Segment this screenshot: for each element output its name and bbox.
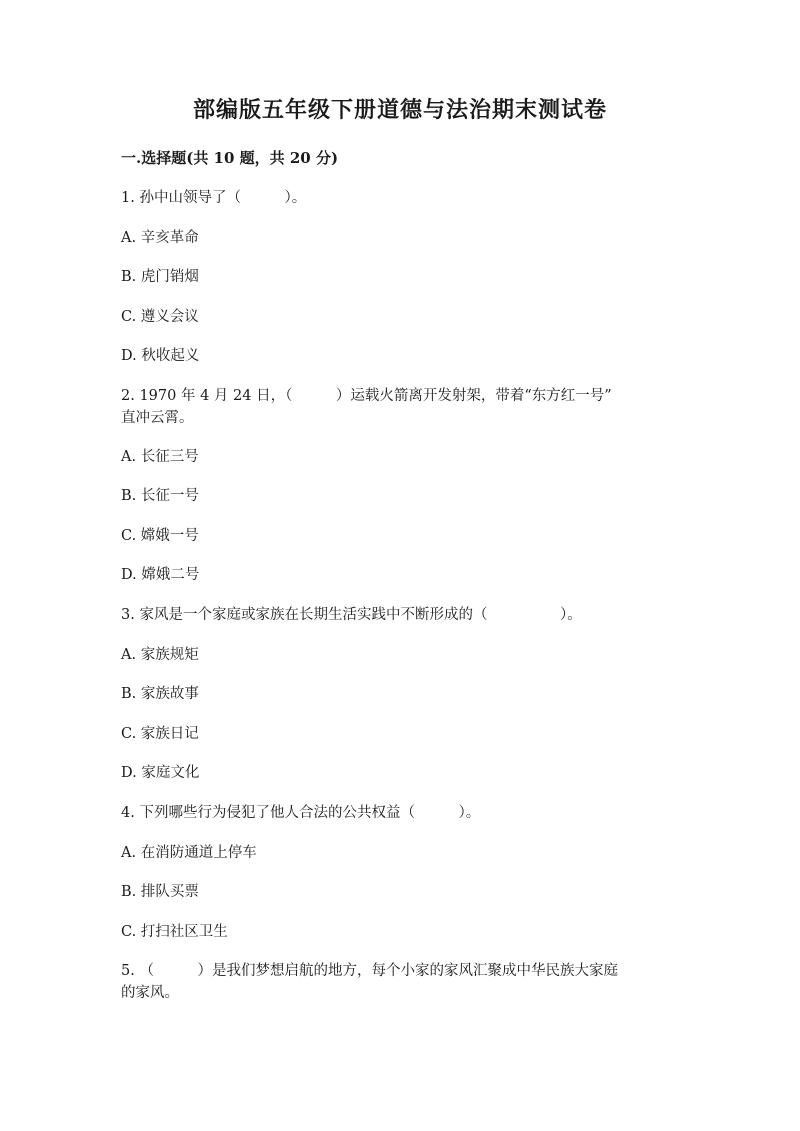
- question-1-stem: 1. 孙中山领导了（ ）。: [121, 190, 307, 206]
- question-5-stem-line-2: 的家风。: [121, 985, 179, 1001]
- question-4-option-c: C. 打扫社区卫生: [121, 924, 228, 940]
- question-4-stem: 4. 下列哪些行为侵犯了他人合法的公共权益（ ）。: [121, 805, 481, 821]
- question-3-option-d: D. 家庭文化: [121, 765, 200, 781]
- question-3-option-c: C. 家族日记: [121, 726, 199, 742]
- question-1-option-b: B. 虎门销烟: [121, 269, 199, 285]
- question-3-option-b: B. 家族故事: [121, 686, 199, 702]
- question-2-option-a: A. 长征三号: [121, 449, 199, 465]
- page-title: 部编版五年级下册道德与法治期末测试卷: [192, 97, 607, 123]
- question-2-stem-line-1: 2. 1970 年 4 月 24 日，（ ）运载火箭离开发射架，带着“东方红一号”: [121, 388, 612, 404]
- question-3-option-a: A. 家族规矩: [121, 647, 199, 663]
- question-3-stem: 3. 家风是一个家庭或家族在长期生活实践中不断形成的（ ）。: [121, 607, 582, 623]
- question-2-stem-line-2: 直冲云霄。: [121, 410, 194, 426]
- section-heading: 一.选择题(共 10 题，共 20 分): [121, 149, 339, 167]
- question-2-option-b: B. 长征一号: [121, 488, 199, 504]
- question-4-option-a: A. 在消防通道上停车: [121, 845, 257, 861]
- question-2-option-c: C. 嫦娥一号: [121, 528, 199, 544]
- question-1-option-d: D. 秋收起义: [121, 348, 200, 364]
- question-4-option-b: B. 排队买票: [121, 884, 199, 900]
- question-2-option-d: D. 嫦娥二号: [121, 567, 200, 583]
- question-5-stem-line-1: 5. （ ）是我们梦想启航的地方，每个小家的家风汇聚成中华民族大家庭: [121, 963, 618, 979]
- question-1-option-a: A. 辛亥革命: [121, 230, 199, 246]
- question-1-option-c: C. 遵义会议: [121, 309, 199, 325]
